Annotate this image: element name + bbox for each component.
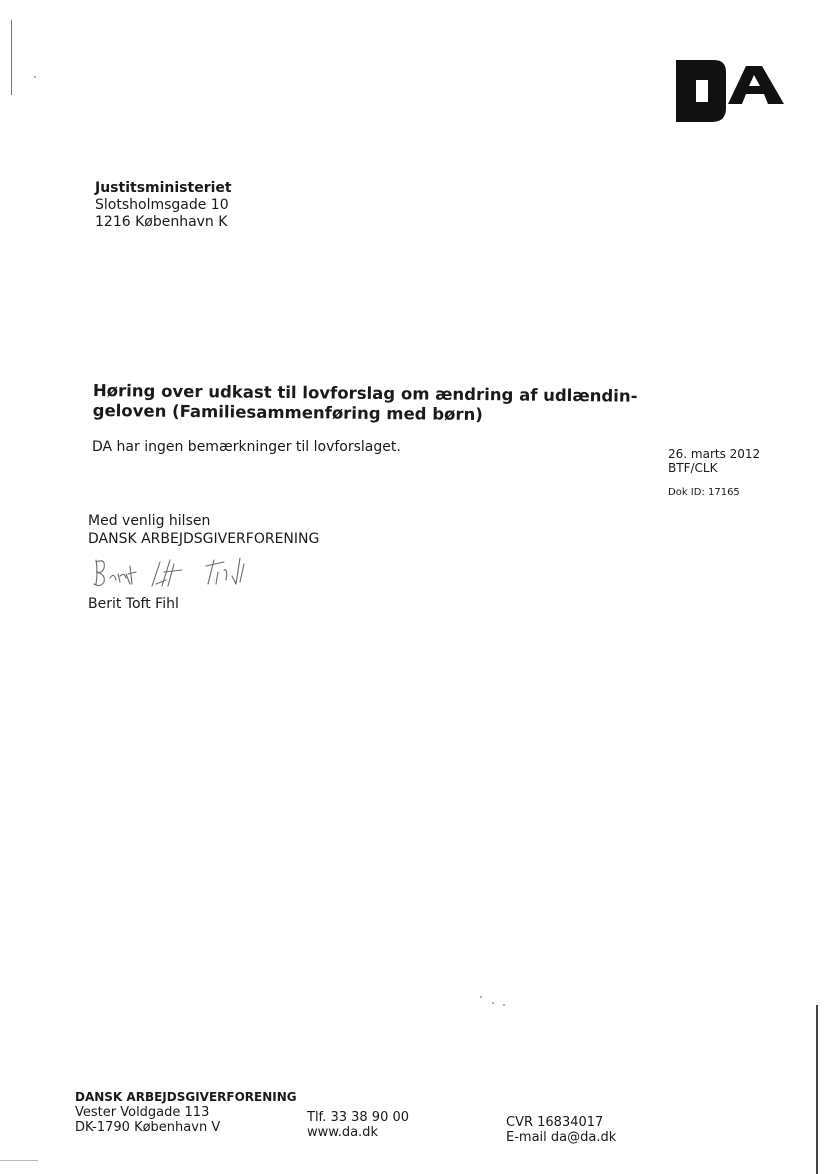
footer-address	[75, 1105, 220, 1135]
closing-organization: DANSK ARBEJDSGIVERFORENING	[88, 531, 320, 547]
signer-name: Berit Toft Fihl	[88, 596, 179, 612]
footer-organization: DANSK ARBEJDSGIVERFORENING	[75, 1090, 297, 1104]
footer-contact	[307, 1110, 409, 1140]
footer-city: DK-1790 København V	[75, 1120, 221, 1135]
scan-speck	[503, 1004, 505, 1006]
recipient-name: Justitsministeriet	[95, 180, 232, 196]
letter-subject: Høring over udkast til lovforslag om ændring af udlændin-geloven (Familiesammenføring med børn)	[92, 381, 638, 425]
closing-greeting: Med venlig hilsen	[88, 513, 211, 529]
footer-website: www.da.dk	[307, 1125, 378, 1140]
letter-meta	[668, 447, 760, 475]
recipient-city: 1216 København K	[95, 214, 228, 230]
recipient-street: Slotsholmsgade 10	[95, 197, 229, 213]
letter-reference: BTF/CLK	[668, 461, 718, 475]
scan-edge-right	[816, 1005, 818, 1174]
letter-closing	[88, 512, 319, 548]
footer-phone: Tlf. 33 38 90 00	[307, 1110, 410, 1125]
letter-date: 26. marts 2012	[668, 447, 761, 461]
scan-speck	[480, 996, 482, 998]
footer-registration	[506, 1115, 616, 1145]
footer-street: Vester Voldgade 113	[75, 1105, 210, 1120]
da-logo	[674, 56, 790, 124]
document-id: Dok ID: 17165	[668, 487, 740, 498]
scan-speck	[34, 76, 36, 78]
footer-cvr: CVR 16834017	[506, 1115, 604, 1130]
scan-edge-bottom	[0, 1160, 38, 1161]
scan-speck	[492, 1002, 494, 1004]
recipient-address	[95, 180, 232, 231]
scan-edge-left	[11, 20, 12, 95]
handwritten-signature	[90, 550, 280, 594]
letter-body: DA har ingen bemærkninger til lovforslaget.	[92, 439, 401, 455]
footer-email: E-mail da@da.dk	[506, 1130, 617, 1145]
